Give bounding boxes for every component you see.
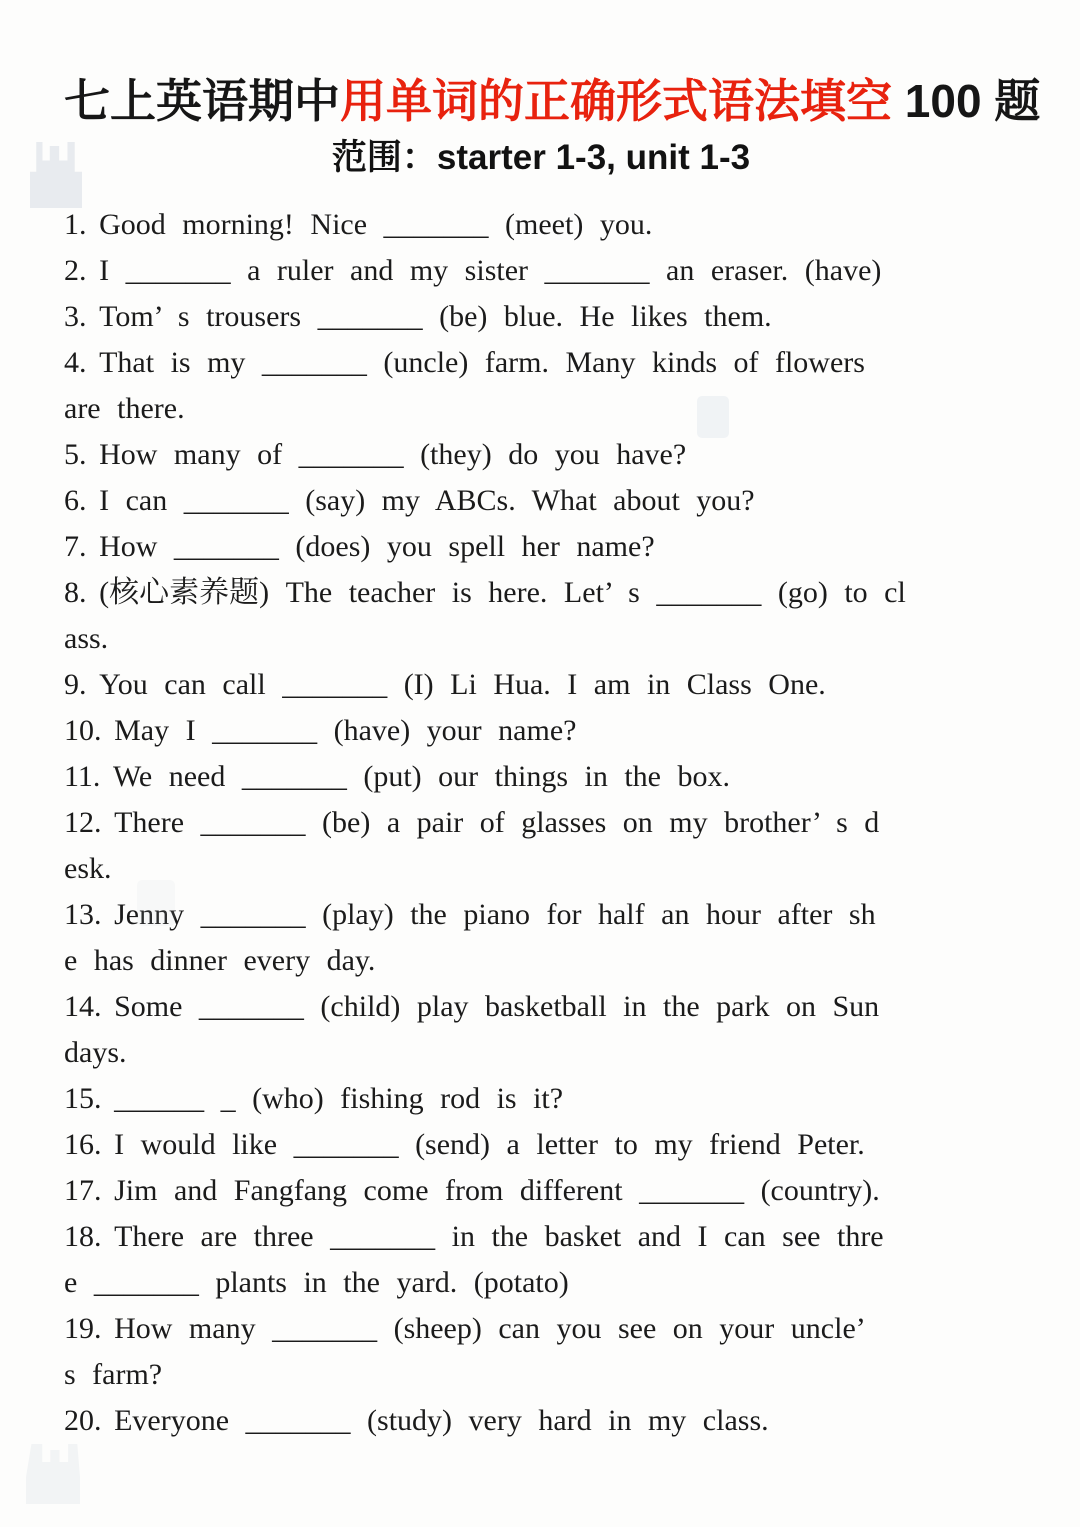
question-number: 4. — [64, 346, 87, 379]
question-number: 18. — [64, 1220, 102, 1253]
question-19 — [64, 1306, 1018, 1398]
question-number: 9. — [64, 668, 87, 701]
question-14 — [64, 984, 1018, 1076]
question-number: 14. — [64, 990, 102, 1023]
question-18 — [64, 1214, 1018, 1306]
question-list — [64, 202, 1018, 1444]
question-number: 2. — [64, 254, 87, 287]
question-1 — [64, 202, 1018, 248]
question-text-continued: e has dinner every day. — [64, 944, 376, 977]
question-text: I _______ a ruler and my sister _______ an eraser. (have) — [99, 254, 882, 287]
question-number: 20. — [64, 1404, 102, 1437]
question-text: Tom’ s trousers _______ (be) blue. He likes them. — [99, 300, 772, 333]
question-3 — [64, 294, 1018, 340]
question-text-continued: s farm? — [64, 1358, 163, 1391]
question-text: I can _______ (say) my ABCs. What about you? — [99, 484, 755, 517]
question-16 — [64, 1122, 1018, 1168]
question-number: 6. — [64, 484, 87, 517]
question-text: ______ _ (who) fishing rod is it? — [114, 1082, 564, 1115]
question-text: Jim and Fangfang come from different _______ (country). — [114, 1174, 880, 1207]
question-text-continued: ass. — [64, 622, 109, 655]
question-number: 3. — [64, 300, 87, 333]
watermark-smudge — [26, 1444, 80, 1504]
question-text: Jenny _______ (play) the piano for half an hour after sh — [114, 898, 876, 931]
question-15 — [64, 1076, 1018, 1122]
question-number: 1. — [64, 208, 87, 241]
question-text: How _______ (does) you spell her name? — [99, 530, 655, 563]
question-text: Some _______ (child) play basketball in the park on Sun — [114, 990, 880, 1023]
question-17 — [64, 1168, 1018, 1214]
question-number: 11. — [64, 760, 101, 793]
question-text: There are three _______ in the basket and I can see thre — [114, 1220, 884, 1253]
question-9 — [64, 662, 1018, 708]
question-2 — [64, 248, 1018, 294]
question-text-continued: are there. — [64, 392, 185, 425]
question-number: 15. — [64, 1082, 102, 1115]
question-number: 19. — [64, 1312, 102, 1345]
question-number: 10. — [64, 714, 102, 747]
question-text-continued: e _______ plants in the yard. (potato) — [64, 1266, 569, 1299]
question-text: I would like _______ (send) a letter to my friend Peter. — [114, 1128, 865, 1161]
question-6 — [64, 478, 1018, 524]
question-5 — [64, 432, 1018, 478]
question-text: How many of _______ (they) do you have? — [99, 438, 687, 471]
question-text: We need _______ (put) our things in the box. — [112, 760, 730, 793]
question-text: Everyone _______ (study) very hard in my class. — [114, 1404, 769, 1437]
title-black-suffix: 100 题 — [892, 75, 1041, 127]
question-text-continued: days. — [64, 1036, 127, 1069]
question-11 — [64, 754, 1018, 800]
question-text: Good morning! Nice _______ (meet) you. — [99, 208, 653, 241]
question-text: You can call _______ (I) Li Hua. I am in Class One. — [99, 668, 826, 701]
question-10 — [64, 708, 1018, 754]
question-text: That is my _______ (uncle) farm. Many kinds of flowers — [99, 346, 865, 379]
question-number: 5. — [64, 438, 87, 471]
question-7 — [64, 524, 1018, 570]
question-number: 7. — [64, 530, 87, 563]
question-13 — [64, 892, 1018, 984]
question-text: How many _______ (sheep) can you see on your uncle’ — [114, 1312, 866, 1345]
title-black-prefix: 七上英语期中 — [64, 75, 340, 127]
question-number: 13. — [64, 898, 102, 931]
question-number: 17. — [64, 1174, 102, 1207]
question-4 — [64, 340, 1018, 432]
question-20 — [64, 1398, 1018, 1444]
scope-subtitle: 范围：starter 1-3, unit 1-3 — [331, 138, 751, 177]
question-text-continued: esk. — [64, 852, 112, 885]
question-number: 16. — [64, 1128, 102, 1161]
question-8 — [64, 570, 1018, 662]
page-title — [64, 72, 1041, 130]
question-text: (核心素养题) The teacher is here. Let’ s _______ (go) to cl — [99, 576, 906, 609]
title-red-highlight: 用单词的正确形式语法填空 — [340, 75, 892, 127]
question-text: There _______ (be) a pair of glasses on my brother’ s d — [114, 806, 880, 839]
question-number: 12. — [64, 806, 102, 839]
question-text: May I _______ (have) your name? — [114, 714, 577, 747]
question-number: 8. — [64, 576, 87, 609]
question-12 — [64, 800, 1018, 892]
